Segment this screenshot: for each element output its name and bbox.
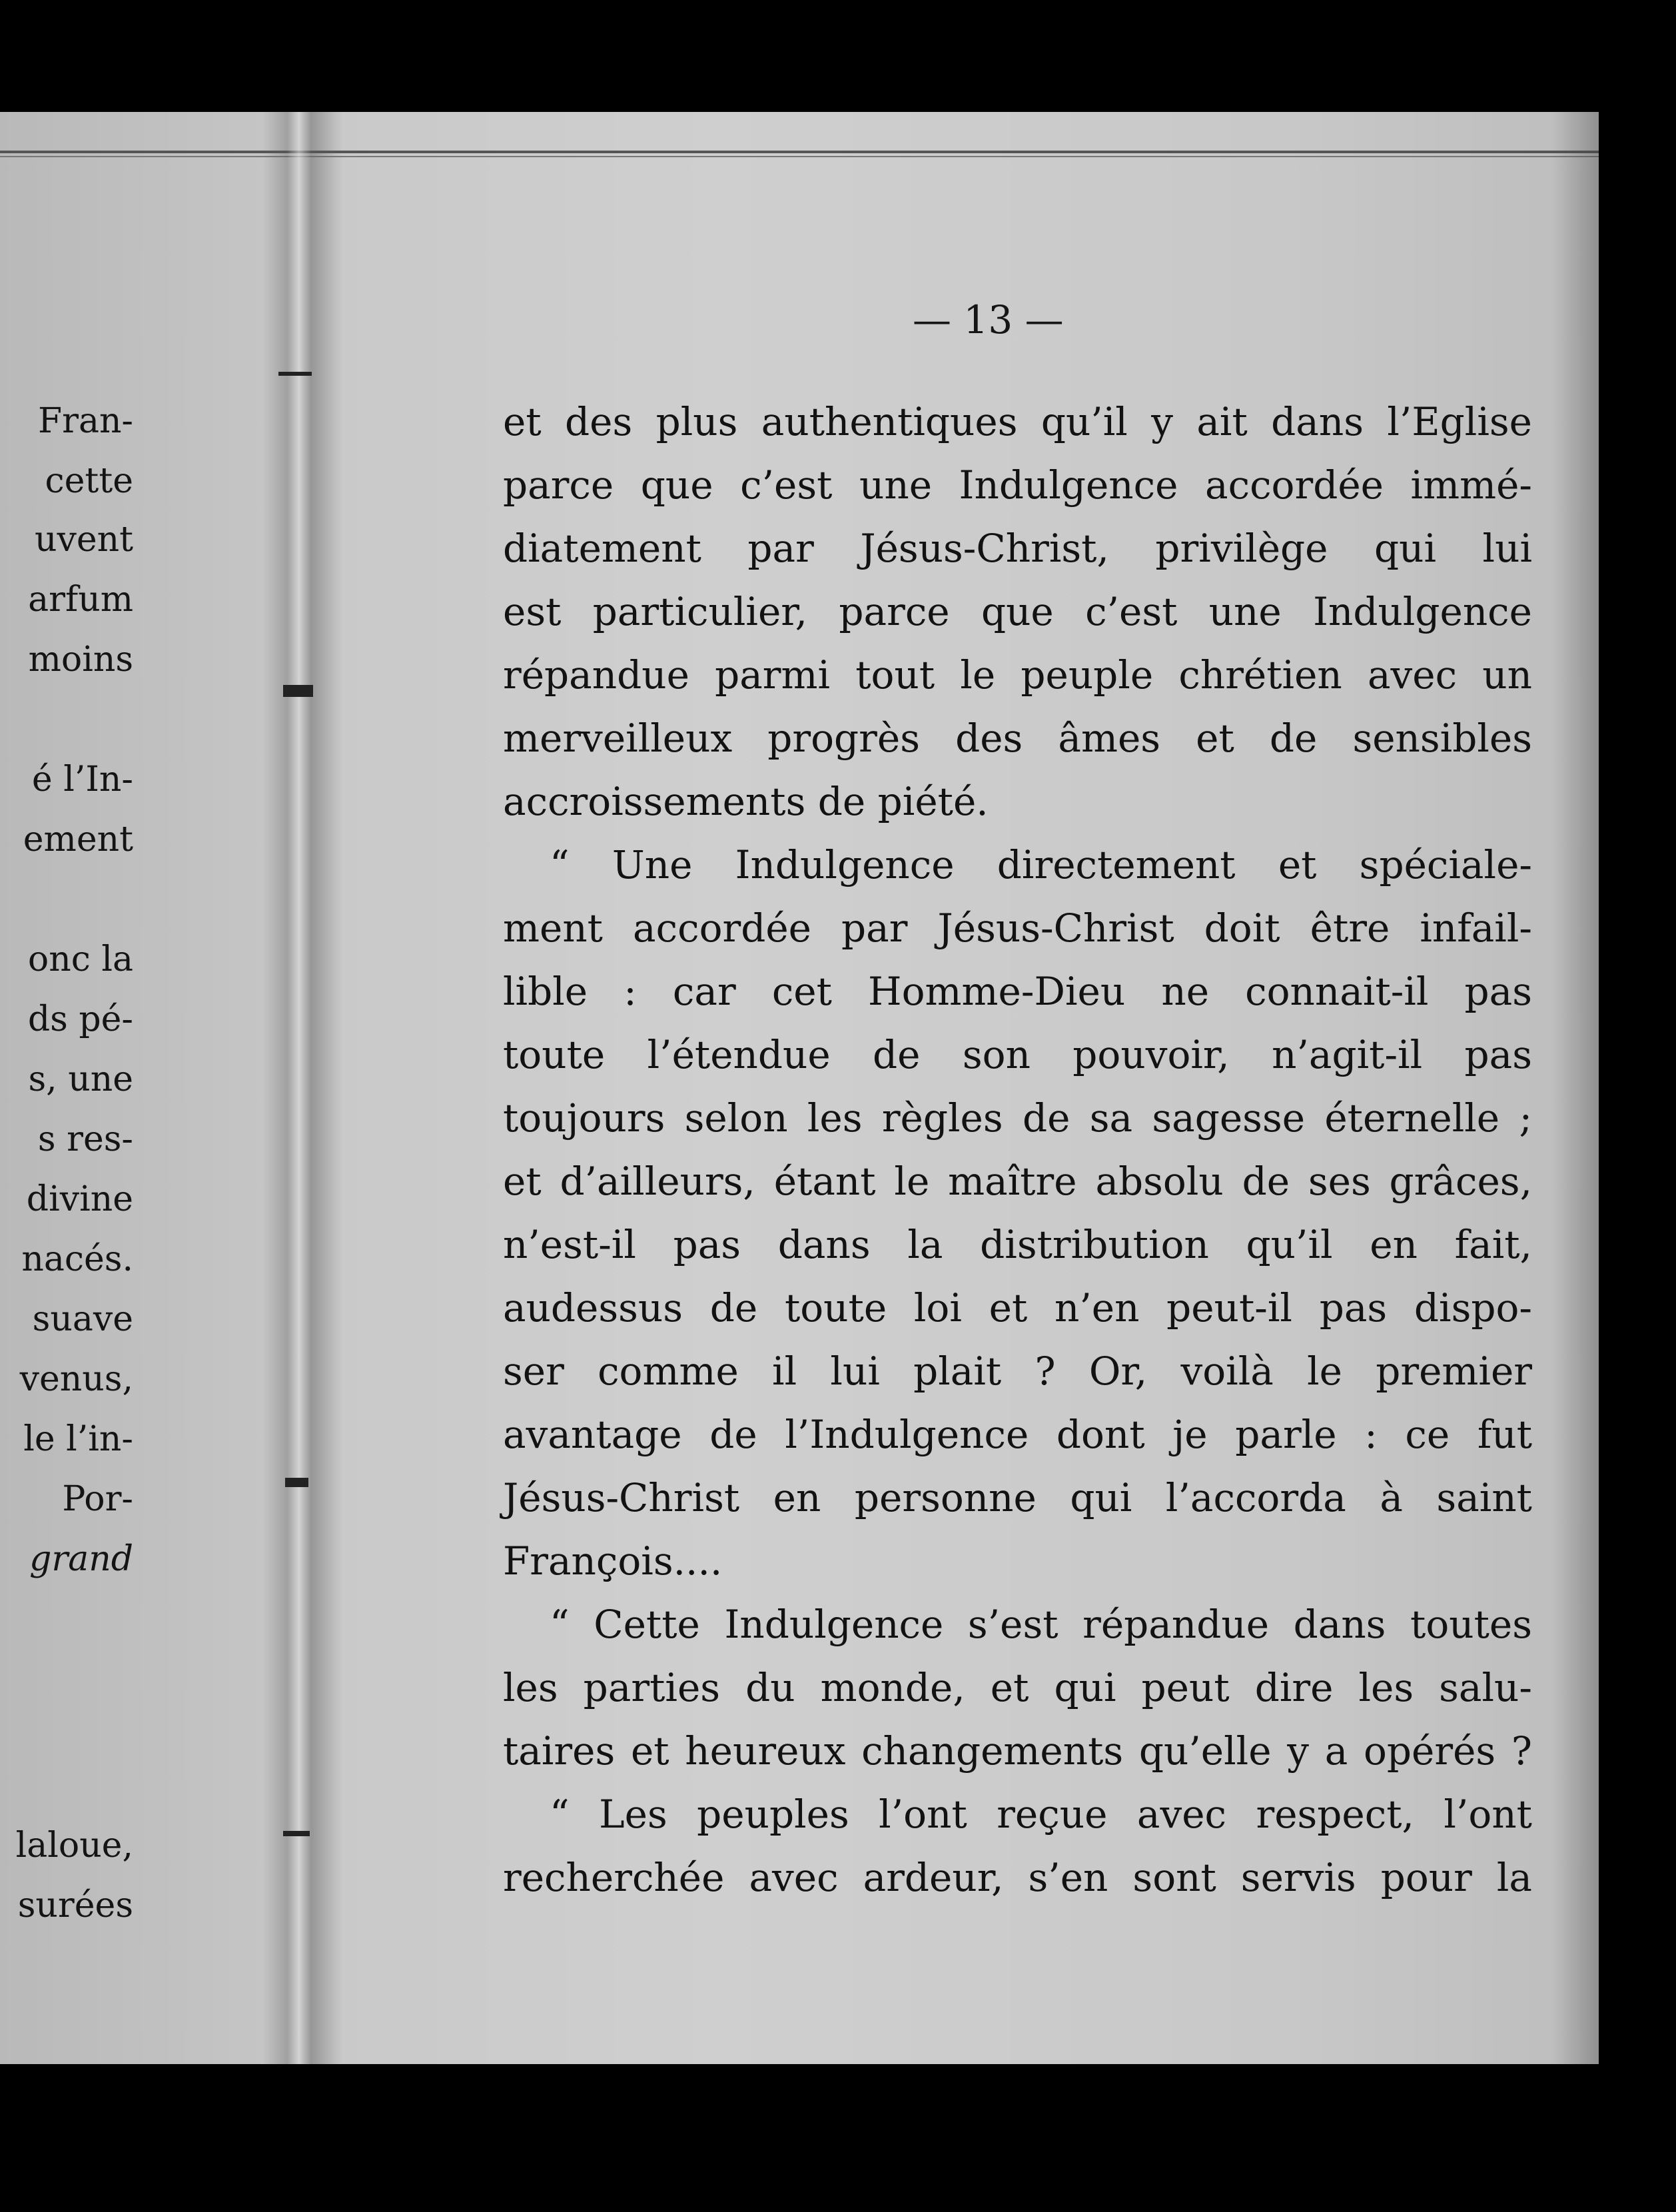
binding-stitch [278, 372, 312, 376]
text-line: n’est-il pas dans la distribution qu’il en fait, [503, 1222, 1532, 1267]
text-line: est particulier, parce que c’est une Indulgence [503, 589, 1532, 634]
left-line: le l’in- [23, 1419, 133, 1459]
left-line: é l’In- [31, 760, 133, 800]
left-line: ement [23, 820, 133, 859]
text-line: répandue parmi tout le peuple chrétien avec un [503, 652, 1532, 698]
left-line: s res- [37, 1119, 133, 1159]
text-line: taires et heureux changements qu’elle y a opérés ? [503, 1728, 1532, 1774]
page-number: — 13 — [913, 297, 1064, 342]
text-line: accroissements de piété. [503, 779, 989, 824]
top-rule [0, 151, 1599, 153]
text-line: Jésus-Christ en personne qui l’accorda à saint [503, 1475, 1532, 1520]
top-rule-secondary [0, 156, 1599, 157]
text-line: et des plus authentiques qu’il y ait dans l’Eglise [503, 399, 1532, 444]
text-line: audessus de toute loi et n’en peut-il pas dispo- [503, 1285, 1532, 1331]
text-line: toute l’étendue de son pouvoir, n’agit-il pas [503, 1032, 1532, 1077]
left-line: uvent [34, 520, 133, 560]
page-edge-shadow [1552, 112, 1599, 2064]
left-page-fragment [0, 112, 133, 2064]
text-line: ment accordée par Jésus-Christ doit être infail- [503, 905, 1532, 951]
left-line: laloue, [15, 1826, 133, 1866]
left-line: surées [17, 1886, 133, 1926]
text-line: recherchée avec ardeur, s’en sont servis pour la [503, 1855, 1532, 1900]
book-gutter [263, 112, 343, 2064]
book-page-spread [0, 112, 1599, 2064]
binding-stitch [283, 1831, 310, 1836]
left-line: onc la [27, 939, 133, 979]
binding-stitch [283, 685, 313, 697]
left-line: Fran- [38, 401, 133, 441]
left-line: arfum [28, 580, 133, 620]
text-line: merveilleux progrès des âmes et de sensibles [503, 716, 1532, 761]
left-line: cette [45, 461, 133, 501]
left-line: nacés. [21, 1239, 133, 1279]
left-line: divine [26, 1179, 133, 1219]
left-line: Por- [62, 1479, 133, 1519]
text-line: diatement par Jésus-Christ, privilège qui lui [503, 526, 1532, 571]
text-line: avantage de l’Indulgence dont je parle : ce fut [503, 1412, 1532, 1457]
left-line: venus, [19, 1359, 133, 1399]
left-line: suave [32, 1299, 133, 1339]
text-line: parce que c’est une Indulgence accordée immé- [503, 462, 1532, 508]
text-line: François.... [503, 1538, 723, 1584]
text-line: “ Une Indulgence directement et spéciale- [550, 842, 1532, 887]
left-line: grand [29, 1539, 133, 1579]
binding-stitch [285, 1478, 308, 1487]
left-line: ds pé- [27, 999, 133, 1039]
left-line: s, une [28, 1059, 133, 1099]
text-line: “ Les peuples l’ont reçue avec respect, l’ont [550, 1792, 1532, 1837]
text-line: et d’ailleurs, étant le maître absolu de ses grâces, [503, 1159, 1532, 1204]
text-line: les parties du monde, et qui peut dire les salu- [503, 1665, 1532, 1710]
left-line: moins [28, 640, 133, 680]
text-line: ser comme il lui plait ? Or, voilà le premier [503, 1349, 1532, 1394]
text-line: “ Cette Indulgence s’est répandue dans toutes [550, 1602, 1532, 1647]
text-line: lible : car cet Homme-Dieu ne connait-il pas [503, 969, 1532, 1014]
text-line: toujours selon les règles de sa sagesse éternelle ; [503, 1095, 1532, 1141]
body-text [503, 390, 1532, 1910]
